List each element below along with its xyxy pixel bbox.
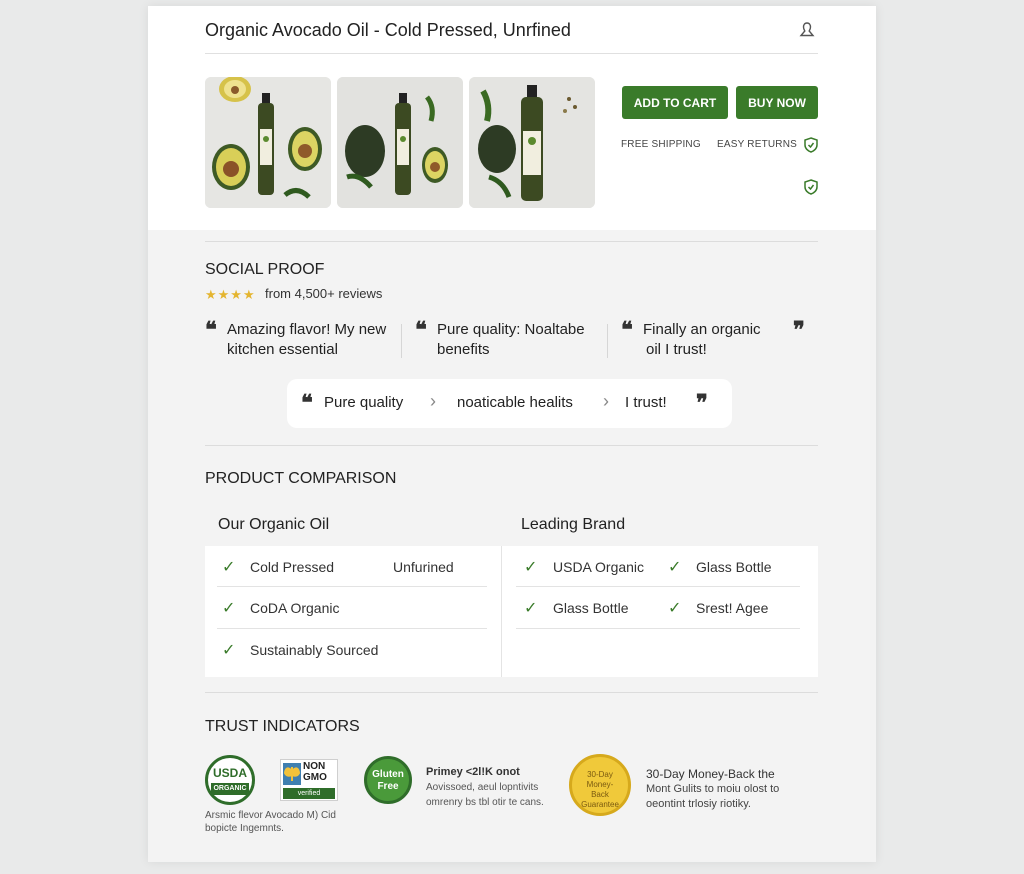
product-title: Organic Avocado Oil - Cold Pressed, Unrfined xyxy=(205,20,571,40)
easy-returns-label: EASY RETURNS xyxy=(717,139,798,150)
product-card xyxy=(148,6,876,862)
product-image-avocado-halves[interactable] xyxy=(205,77,331,208)
divider xyxy=(401,324,402,358)
add-to-cart-button[interactable]: ADD TO CART xyxy=(622,86,728,119)
trust-caption: Arsmic flevor Avocado M) Cid bopicte Ingemnts. xyxy=(205,810,336,834)
divider xyxy=(205,445,818,446)
close-quote-icon: ❞ xyxy=(793,317,805,343)
comparison-item: USDA Organic xyxy=(553,559,645,575)
rating-stars: ★★★★ xyxy=(205,287,256,302)
user-icon[interactable] xyxy=(797,20,817,40)
row-divider xyxy=(217,586,487,587)
non-gmo-badge: NON GMO verified xyxy=(280,759,338,801)
check-icon: ✓ xyxy=(668,559,682,576)
testimonial-3: Finally an organic oil I trust! xyxy=(643,321,761,358)
comparison-item: Glass Bottle xyxy=(696,559,772,575)
open-quote-icon: ❝ xyxy=(621,317,633,343)
chevron-right-icon[interactable]: › xyxy=(430,391,436,411)
testimonial-carousel[interactable] xyxy=(287,379,732,428)
guarantee-info: 30-Day Money-Back the Mont Gulits to moiu olost to oeontint trlosiy riotiky. xyxy=(646,767,780,810)
check-icon: ✓ xyxy=(524,600,538,617)
butterfly-icon xyxy=(283,763,301,785)
comparison-left-panel xyxy=(205,546,501,677)
shield-icon xyxy=(804,179,818,195)
social-proof-title: SOCIAL PROOF xyxy=(205,261,325,278)
comparison-item: Unfurined xyxy=(393,559,454,575)
divider xyxy=(205,53,818,54)
comparison-item: Cold Pressed xyxy=(250,559,335,575)
open-quote-icon: ❝ xyxy=(301,390,313,416)
product-image-whole-avocado[interactable] xyxy=(337,77,463,208)
chevron-right-icon[interactable]: › xyxy=(603,391,609,411)
carousel-item: Pure quality xyxy=(324,394,404,411)
shield-icon xyxy=(804,137,818,153)
gluten-free-badge: Gluten Free xyxy=(364,756,412,804)
trust-indicators-title: TRUST INDICATORS xyxy=(205,718,360,735)
row-divider xyxy=(516,586,800,587)
carousel-item: noaticable healits xyxy=(457,394,573,411)
divider xyxy=(607,324,608,358)
row-divider xyxy=(217,628,487,629)
carousel-item: I trust! xyxy=(625,394,667,411)
our-oil-header: Our Organic Oil xyxy=(218,516,330,533)
check-icon: ✓ xyxy=(524,559,538,576)
testimonial-1: Amazing flavor! My new kitchen essential xyxy=(227,321,387,358)
comparison-title: PRODUCT COMPARISON xyxy=(205,470,397,487)
close-quote-icon: ❞ xyxy=(696,390,708,416)
open-quote-icon: ❝ xyxy=(205,317,217,343)
comparison-item: Sustainably Sourced xyxy=(250,642,379,658)
comparison-item: Glass Bottle xyxy=(553,600,629,616)
check-icon: ✓ xyxy=(222,559,236,576)
comparison-item: CoDA Organic xyxy=(250,600,340,616)
check-icon: ✓ xyxy=(668,600,682,617)
testimonial-2: Pure quality: Noaltabe benefits xyxy=(437,321,585,358)
primary-info: Primey <2l!K onot Aovissoed, aeul lopntivits omrenry bs tbl otir te cans. xyxy=(426,766,544,808)
leading-brand-header: Leading Brand xyxy=(521,516,626,533)
money-back-seal-icon: 30-Day Money-Back Guarantee xyxy=(569,754,631,816)
free-shipping-label: FREE SHIPPING xyxy=(621,139,701,150)
check-icon: ✓ xyxy=(222,642,236,659)
review-count: from 4,500+ reviews xyxy=(265,286,383,301)
buy-now-button[interactable]: BUY NOW xyxy=(736,86,818,119)
open-quote-icon: ❝ xyxy=(415,317,427,343)
usda-organic-badge: USDA ORGANIC xyxy=(205,755,255,805)
row-divider xyxy=(516,628,800,629)
product-image-bottle-herbs[interactable] xyxy=(469,77,595,208)
check-icon: ✓ xyxy=(222,600,236,617)
comparison-right-panel xyxy=(502,546,818,677)
comparison-item: Srest! Agee xyxy=(696,600,769,616)
divider xyxy=(205,692,818,693)
divider xyxy=(205,241,818,242)
